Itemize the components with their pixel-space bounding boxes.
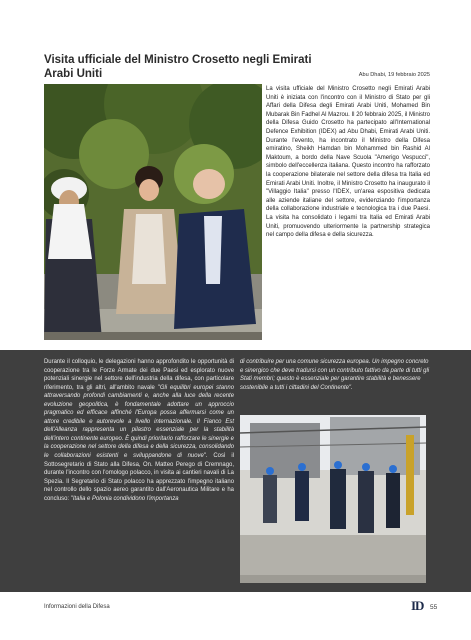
body-column-left xyxy=(44,358,234,503)
footer-publication: Informazioni della Difesa xyxy=(44,604,110,610)
article-intro: La visita ufficiale del Ministro Crosetto negli Emirati Arabi Uniti è iniziata con l'incontro con il Ministro di Stato per gli Affari della Difesa degli Emirati Arabi Uniti, Mohamed Bin Mubarak Bin Fadhel Al Mazrou. Il 20 febbraio 2025, il Ministro della Difesa Guido Crosetto ha partecipato all'International Defence Exhibition (IDEX) ad Abu Dhabi, Emirati Arabi Uniti. Durante l'evento, ha incontrato il Ministro della Difesa emiratino, Sheikh Hamdan bin Mohammed bin Rashid Al Maktoum, a bordo della Nave Scuola "Amerigo Vespucci", simbolo dell'eccellenza italiana. Questo incontro ha rafforzato la cooperazione bilaterale nel settore della difesa tra Italia ed Emirati Arabi Uniti. Inoltre, il Ministro Crosetto ha inaugurato il "Villaggio Italia" presso l'IDEX, un'area espositiva dedicata alle aziende italiane del settore, evidenziando l'importanza della collaborazione industriale e tecnologica tra i due Paesi. La visita ha consolidato i legami tra Italia ed Emirati Arabi Uniti, promuovendo ulteriormente la partnership strategica nel campo della difesa e della sicurezza. xyxy=(266,86,430,239)
article-title-line2: Arabi Uniti xyxy=(44,68,103,80)
body-left-text: Durante il colloquio, le delegazioni hanno approfondito le opportunità di cooperazione tra le Forze Armate dei due Paesi ed esplorato nuove potenziali sinergie nel settore dell'industria della difesa, con particolare riferimento, tra gli altri, all'ambito navale " xyxy=(44,359,234,391)
article-title-line1: Visita ufficiale del Ministro Crosetto negli Emirati xyxy=(44,54,312,66)
article-title xyxy=(44,53,344,81)
publication-logo: ID xyxy=(411,598,424,613)
article-date: Abu Dhabi, 19 febbraio 2025 xyxy=(358,72,430,78)
body-left-quote: Gli equilibri europei stanno attraversando profondi cambiamenti e, anche alla luce della recente evoluzione geopolitica, è fondamentale adottare un approccio pragmatico ed efficace affinché l'Europa possa affermarsi come un attore credibile e autorevole a livello internazionale. Il Fianco Est dell'Alleanza rappresenta un pilastro essenziale per la stabilità dell'intero continente europeo. È quindi prioritario rafforzare le sinergie e la cooperazione nel settore della difesa e della sicurezza, consolidando le collaborazioni esistenti e sviluppandone di nuove xyxy=(44,384,234,460)
page-number: 55 xyxy=(430,604,438,611)
ministers-meeting-photo xyxy=(44,84,262,340)
body-left-quote-end: Italia e Polonia condividono l'importanza xyxy=(72,495,179,502)
body-column-right-quote: di contribuire per una comune sicurezza europea. Un impegno concreto e sinergico che deve tradursi con un contributo fattivo da parte di tutti gli Stati membri; questo è essenziale per garantire stabilità e benessere sostenibile a tutti i cittadini del Continente". xyxy=(240,359,430,391)
shipyard-visit-photo xyxy=(240,415,426,583)
body-left-text-continued: ". Così il Sottosegretario di Stato alla Difesa, On. Matteo Perego di Cremnago, durante l'incontro con l'omologo polacco, in visita ai cantieri navali di La Spezia. Il Segretario di Stato polacco ha apprezzato l'impegno italiano nel controllo dello spazio aereo garantito dall'Aeronautica Militare e ha concluso: " xyxy=(44,453,234,502)
